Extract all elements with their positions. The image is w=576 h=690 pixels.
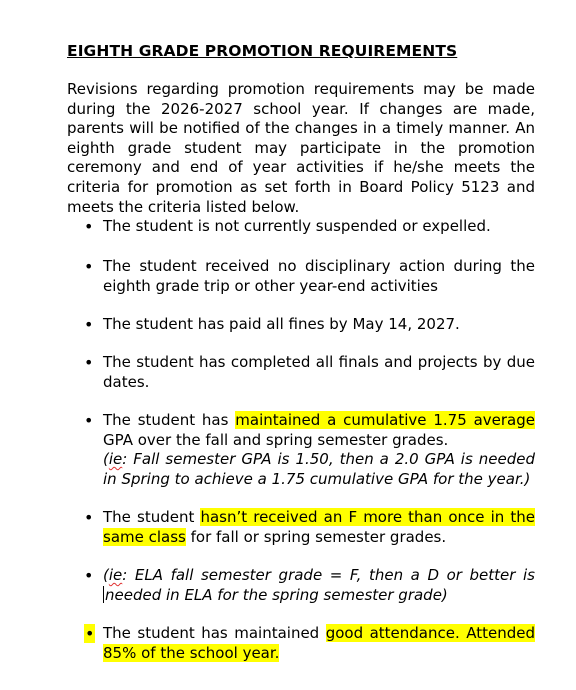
highlighted-text: good attendance. Attended 85% of the school year. (103, 624, 535, 662)
spellcheck-word: ie (108, 450, 123, 468)
bullet-marker: • (85, 624, 95, 643)
note-text: needed in ELA for the spring semester grade) (105, 586, 448, 604)
item-text: for fall or spring semester grades. (185, 527, 447, 546)
highlighted-text: maintained a cumulative 1.75 average (235, 411, 535, 429)
requirement-item-attendance (103, 624, 535, 663)
text-cursor (103, 586, 104, 603)
requirement-item-f-grade (103, 508, 535, 547)
bullet-marker: • (84, 353, 94, 372)
ela-example-note: (ie: ELA fall semester grade = F, then a D or better is (103, 566, 535, 584)
requirement-item: The student is not currently suspended or expelled. (103, 217, 491, 235)
bullet-marker: • (84, 217, 94, 236)
highlighted-text: hasn’t received an F more than once in the same class (103, 508, 535, 546)
requirement-item-gpa (103, 411, 535, 450)
requirement-item: The student has completed all finals and projects by due dates. (103, 353, 535, 391)
item-text: The student has (103, 411, 236, 429)
bullet-marker: • (84, 257, 94, 276)
bullet-marker: • (84, 411, 94, 430)
bullet-marker: • (84, 315, 94, 334)
gpa-example-note: (ie: Fall semester GPA is 1.50, then a 2.0 GPA is needed in Spring to achieve a 1.75 cumulative GPA for the year.) (103, 450, 535, 488)
item-text: The student has maintained (103, 624, 326, 642)
note-text: : ELA fall semester grade = F, then a D or better is (122, 566, 535, 584)
item-text: GPA over the fall and spring semester grades. (103, 430, 449, 449)
page-title: EIGHTH GRADE PROMOTION REQUIREMENTS (67, 42, 458, 60)
requirement-item: The student received no disciplinary action during the eighth grade trip or other year-end activities (103, 257, 535, 295)
intro-paragraph: Revisions regarding promotion requirements may be made during the 2026-2027 school year. If changes are made, parents will be notified of the changes in a timely manner. An eighth grade student may participate in the promotion ceremony and end of year activities if he/she meets the criteria for promotion as set forth in Board Policy 5123 and meets the criteria listed below. (67, 80, 535, 216)
note-text: : Fall semester GPA is 1.50, then a 2.0 GPA is needed in Spring to achieve a 1.75 cumulative GPA for the year.) (103, 450, 535, 488)
requirement-item: The student has paid all fines by May 14, 2027. (103, 315, 460, 333)
spellcheck-word: ie (108, 566, 123, 584)
bullet-marker: • (84, 508, 94, 527)
bullet-marker: • (84, 566, 94, 585)
ela-example-note-line2 (103, 586, 535, 606)
item-text: The student (103, 508, 201, 526)
